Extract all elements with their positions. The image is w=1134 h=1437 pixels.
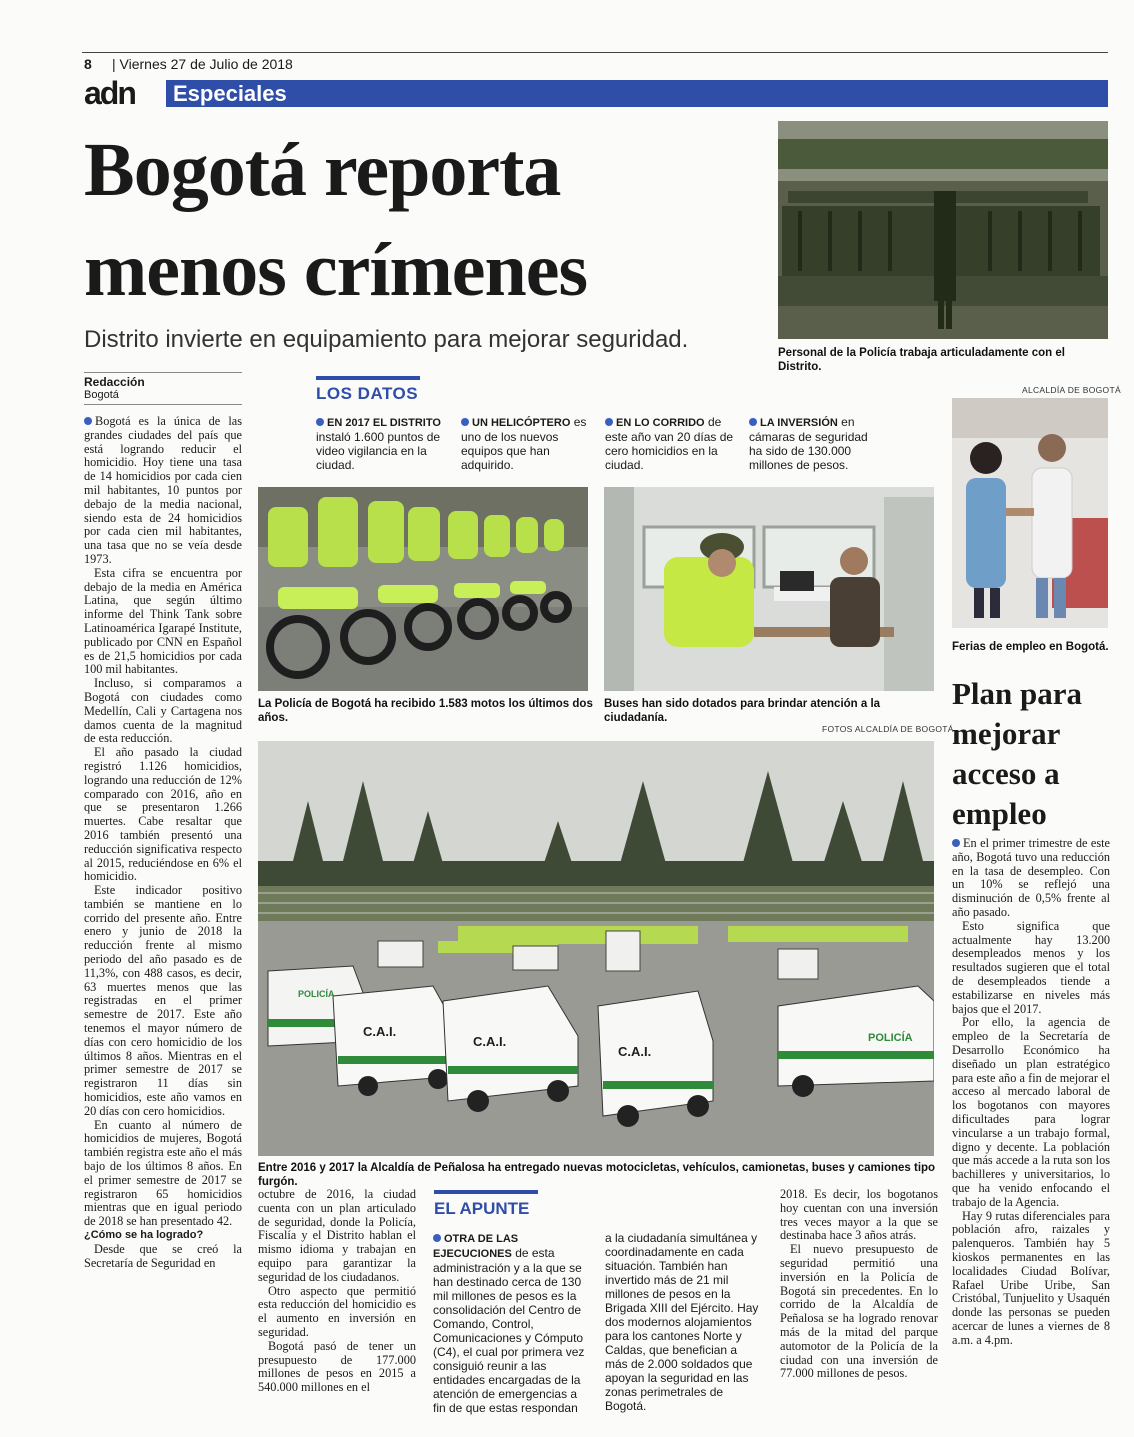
apunte-text: de esta administración y a la que se han destinado cerca de 130 mil millones de pesos es la consolidación del Centro de Comando, Control, Comunicaciones y Cómputo (C4), el cual por primera vez consiguió reunir a las entidades encargadas de la atención de emergencias a fin de que estas respondan — [433, 1246, 585, 1415]
byline-author: Redacción — [84, 375, 145, 389]
van — [333, 986, 458, 1096]
vehicle-fleet-photo — [258, 741, 934, 1156]
bus-interior-photo — [604, 487, 934, 691]
article-column-2 — [258, 1188, 416, 1395]
van-cai-label: C.A.I. — [363, 1024, 397, 1039]
dato-item — [461, 415, 595, 472]
apunte-title: EL APUNTE — [434, 1199, 530, 1218]
subheadline: Distrito invierte en equipamiento para mejorar seguridad. — [84, 326, 689, 353]
dato-item — [316, 415, 450, 472]
paragraph: Este indicador positivo también se mantiene en lo corrido del presente año. Entre enero y junio de 2018 la reducción frente al mismo periodo del año pasado es de 11,3%, con 488 casos, es decir, 63 muertes menos que las registradas en el primer semestre de 2017. Este año tenemos el mayor número de días con cero homicidio de los últimos 8 años. Mientras en el primer semestre de 2017 se registraron 11 días sin homicidios, este año vamos en 20 días con cero homicidios. — [84, 883, 242, 1118]
issue-date: | Viernes 27 de Julio de 2018 — [112, 56, 293, 72]
paragraph: Otro aspecto que permitió esta reducción del homicidio es el aumento en inversión en seguridad. — [258, 1283, 416, 1339]
dato-lead: EN LO CORRIDO — [616, 417, 705, 429]
bullet-icon — [316, 418, 324, 426]
paragraph: En el primer trimestre de este año, Bogotá tuvo una reducción en la tasa de desempleo. Con un 10% se reflejó una disminución de 0,5% frente al año pasado. — [952, 836, 1110, 919]
paragraph: El nuevo presupuesto de seguridad permitió una inversión en la Policía de Bogotá sin precedentes. En lo corrido de la Alcaldía de Peñalosa se ha logrado renovar más de la mitad del parque automotor de la Policía de la ciudad con una inversión de 77.000 millones de pesos. — [780, 1242, 938, 1381]
top-photo-caption: Personal de la Policía trabaja articuladamente con el Distrito. — [778, 347, 1065, 373]
apunte-column-a — [433, 1231, 591, 1415]
bullet-icon — [952, 839, 960, 847]
bus-interior-image — [604, 487, 934, 691]
dato-lead: EN 2017 EL DISTRITO — [327, 417, 441, 429]
paragraph: Esta cifra se encuentra por debajo de la media en América Latina, que según último informe del Think Tank sobre Latinoamérica Igarapé Institute, publicado por CNN en Español es de 21,5 homicidios por cada 100 mil habitantes. — [84, 565, 242, 677]
bullet-icon — [84, 417, 92, 425]
section-bar — [166, 80, 1108, 107]
bus-caption: Buses han sido dotados para brindar atención a la ciudadanía. — [604, 698, 881, 724]
paragraph: El año pasado la ciudad registró 1.126 homicidios, logrando una reducción de 12% comparado con 2016, año en que se presentaron 1.266 muertes. Cabe resaltar que 2016 también presentó una reducción significativa respecto al 2015, reduciéndose en 6% el homicidio. — [84, 745, 242, 884]
byline-rule — [84, 372, 242, 373]
van-cai-label: C.A.I. — [618, 1044, 652, 1059]
motorcycles-caption: La Policía de Bogotá ha recibido 1.583 motos los últimos dos años. — [258, 698, 593, 724]
apunte-column-b: a la ciudadanía simultánea y coordinadamente en cada situación. También han invertido más de 21 mil millones de pesos en la Brigada XIII del Ejército. Hay dos modernos alojamientos para los cantones Norte y Caldas, que benefician a más de 2.000 soldados que apoyan la seguridad en las zonas perimetrales de Bogotá. — [605, 1231, 759, 1413]
dato-text: es uno de los nuevos equipos que han adquirido. — [461, 415, 587, 472]
job-fair-image — [952, 398, 1108, 628]
van-cai-label: C.A.I. — [473, 1034, 507, 1049]
dato-item — [605, 415, 739, 472]
paragraph: Bogotá pasó de tener un presupuesto de 177.000 millones de pesos en 2015 a 540.000 millones en el — [258, 1338, 416, 1395]
datos-accent-bar — [316, 376, 420, 380]
section-name: Especiales — [173, 81, 287, 106]
paragraph: 2018. Es decir, los bogotanos hoy cuentan con una inversión tres veces mayor a la que se destinaba hace 3 años atrás. — [780, 1187, 938, 1243]
dato-text: de este año van 20 días de cero homicidios en la ciudad. — [605, 415, 734, 472]
apunte-accent-bar — [434, 1190, 538, 1194]
sidebar-title: Plan para mejorar acceso a empleo — [952, 676, 1083, 831]
van — [598, 991, 713, 1127]
dato-item — [749, 415, 883, 472]
subsection-heading: ¿Cómo se ha logrado? — [84, 1229, 204, 1242]
sidebar-column — [952, 837, 1110, 1347]
van-label: POLICÍA — [868, 1032, 913, 1044]
dato-text: instaló 1.600 puntos de video vigilancia en la ciudad. — [316, 430, 441, 472]
pickup-truck — [378, 941, 423, 967]
paragraph: Desde que se creó la Secretaría de Seguridad en — [84, 1241, 242, 1270]
van — [443, 986, 578, 1112]
byline-rule-bottom — [84, 404, 242, 405]
photo-credit: ALCALDÍA DE BOGOTÁ — [1022, 385, 1121, 395]
job-fair-caption: Ferias de empleo en Bogotá. — [952, 641, 1109, 653]
pickup-truck — [778, 949, 818, 979]
top-rule — [82, 52, 1108, 53]
truck — [606, 931, 640, 971]
bullet-icon — [461, 418, 469, 426]
bullet-icon — [433, 1234, 441, 1242]
motorcycles-photo — [258, 487, 588, 691]
photo-credit: FOTOS ALCALDÍA DE BOGOTÁ — [822, 724, 954, 734]
paragraph: Esto significa que actualmente hay 13.200 desempleados menos y los resultados sugieren que el total de desempleados tiende a estabilizarse en niveles más bajos que el 2017. — [952, 918, 1110, 1016]
bullet-icon — [749, 418, 757, 426]
pickup-truck — [513, 946, 558, 970]
byline-city: Bogotá — [84, 389, 119, 401]
paragraph: En cuanto al número de homicidios de mujeres, Bogotá también registra este año el más bajo de los últimos 8 años. En el primer semestre de 2017 se registraron 65 homicidios mientras que en igual periodo de 2018 se han presentado 42. — [84, 1117, 242, 1229]
article-column-5 — [780, 1188, 938, 1381]
motorcycles-image — [258, 487, 588, 691]
paragraph: Bogotá es la única de las grandes ciudades del país que está logrando reducir el homicidio. Hoy tiene una tasa de 14 homicidios por cada cien mil habitantes, 10 puntos por debajo de la media nacional, siendo esta de 24 homicidios por cada cien mil habitantes, una tasa que no se veía desde 1973. — [84, 414, 242, 566]
dato-lead: LA INVERSIÓN — [760, 417, 838, 429]
headline-line-2: menos crímenes — [84, 228, 588, 312]
dato-lead: UN HELICÓPTERO — [472, 417, 571, 429]
main-photo-caption: Entre 2016 y 2017 la Alcaldía de Peñalosa ha entregado nuevas motocicletas, vehículos, camionetas, buses y camiones tipo furgón. — [258, 1162, 936, 1188]
article-column-1 — [84, 415, 242, 1270]
paragraph: octubre de 2016, la ciudad cuenta con un plan articulado de seguridad, donde la Policía, Fiscalía y el Distrito hablan el mismo idioma y trabajan en equipo para garantizar la seguridad de los ciudadanos. — [258, 1187, 416, 1284]
paragraph: Hay 9 rutas diferenciales para población afro, raizales y palenqueros. También hay 5 kioskos permanentes en las localidades Ciudad Bolívar, Rafael Uribe Uribe, San Cristóbal, Tunjuelito y Usaquén donde las personas se pueden acercar de lunes a viernes de 8 a.m. a 4.pm. — [952, 1208, 1110, 1347]
apunte-lead: OTRA DE LAS EJECUCIONES — [433, 1233, 519, 1260]
paragraph: Por ello, la agencia de empleo de la Secretaría de Desarrollo Económico ha diseñado un plan estratégico para este año a fin de mejorar el acceso al mercado laboral de los bogotanos con mayores dificultades para lograr vincularse a un trabajo formal, digno y decente. La población que más accede a la ruta son los bachilleres y universitarios, lo que ha venido enfocando el trabajo de la Agencia. — [952, 1015, 1110, 1209]
vehicle-fleet-image — [258, 741, 934, 1156]
headline — [84, 120, 774, 320]
dato-text: en cámaras de seguridad ha sido de 130.000 millones de pesos. — [749, 415, 868, 472]
datos-title: LOS DATOS — [316, 384, 419, 403]
police-formation-photo — [778, 121, 1108, 339]
police-formation-image — [778, 121, 1108, 339]
adn-logo: adn — [84, 75, 135, 111]
van — [778, 986, 934, 1097]
van-label: POLICÍA — [298, 989, 335, 999]
paragraph: Incluso, si comparamos a Bogotá con ciudades como Medellín, Cali y Cartagena nos damos cuenta de la magnitud de esta reducción. — [84, 676, 242, 746]
bullet-icon — [605, 418, 613, 426]
job-fair-photo — [952, 398, 1108, 628]
headline-line-1: Bogotá reporta — [84, 128, 561, 212]
page-number: 8 — [84, 56, 92, 72]
